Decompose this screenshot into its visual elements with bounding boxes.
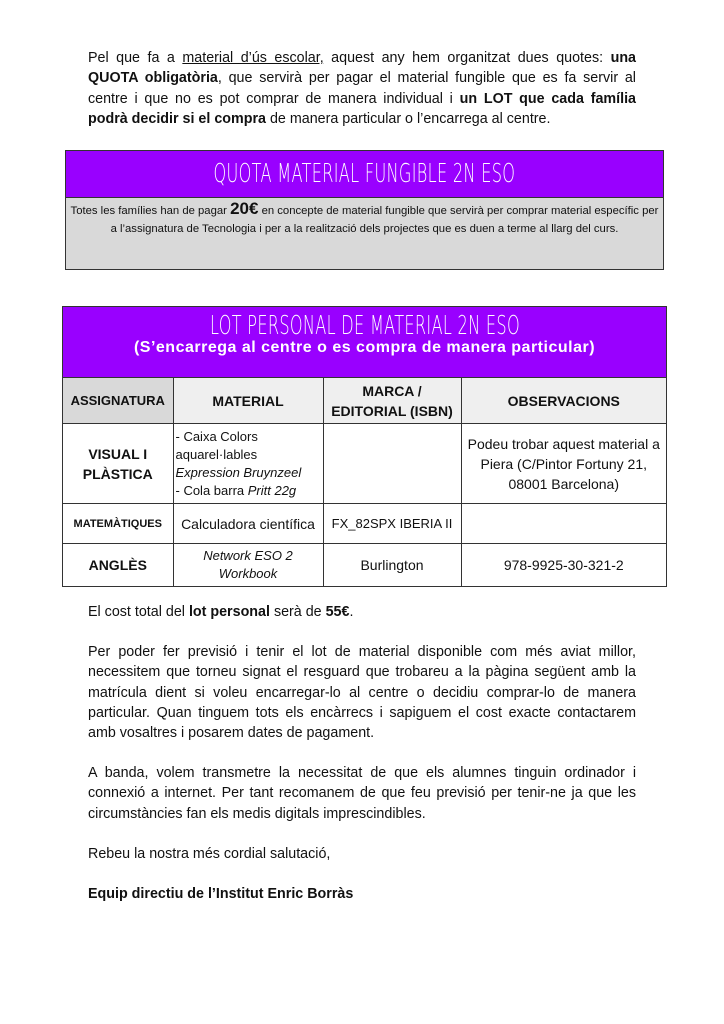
- column-header: OBSERVACIONS: [461, 378, 666, 424]
- cost-paragraph: [88, 602, 636, 622]
- greeting: Rebeu la nostra més cordial salutació,: [88, 846, 331, 862]
- subject-cell: VISUAL I PLÀSTICA: [63, 424, 173, 504]
- table-header-row: [63, 378, 666, 424]
- observations-cell: 978-9925-30-321-2: [461, 544, 666, 586]
- brand-cell: FX_82SPX IBERIA II: [323, 504, 461, 544]
- column-header: MATERIAL: [173, 378, 323, 424]
- subject-cell: ANGLÈS: [63, 544, 173, 586]
- column-header: ASSIGNATURA: [63, 378, 173, 424]
- quota-body: [66, 198, 663, 269]
- text: aquest any hem organitzat dues quotes:: [323, 50, 611, 66]
- text: Pritt 22g: [247, 482, 297, 498]
- text: en concepte de material fungible que servirà per comprar material específic per a l’assignatura de Tecnologia i per a la realització dels projectes que es duen a terme al llarg del curs.: [110, 205, 659, 235]
- previsio-paragraph: Per poder fer previsió i tenir el lot de material disponible com més aviat millor, necessitem que torneu signat el resguard que trobareu a la pàgina següent amb la matrícula dient si voleu encarregar-lo al centre o decidiu comprar-lo de manera particular. Quan tinguem tots els encàrrecs i sapiguem el cost exacte contactarem amb vosaltres i posarem dates de pagament.: [88, 644, 636, 742]
- text: , que servirà per pagar el material fungible que es fa servir al centre i que no es pot comprar de manera individual i: [88, 70, 636, 107]
- subject-cell: MATEMÀTIQUES: [63, 504, 173, 544]
- text: .: [349, 604, 354, 620]
- observations-cell: Podeu trobar aquest material a Piera (C/Pintor Fortuny 21, 08001 Barcelona): [461, 424, 666, 504]
- banda-paragraph: A banda, volem transmetre la necessitat de que els alumnes tinguin ordinador i connexió a internet. Per tant recomanem de que feu previsió per tenir-ne ja que les circumstàncies fan els medis digitals imprescindibles.: [88, 765, 636, 822]
- lot-subtitle: (S’encarrega al centre o es compra de manera particular): [133, 339, 596, 356]
- material-cell: Calculadora científica: [173, 504, 323, 544]
- table-row: [63, 504, 666, 544]
- material-cell: [173, 424, 323, 504]
- text: Totes les famílies han de pagar: [70, 205, 231, 217]
- text: Expression Bruynzeel: [175, 464, 302, 480]
- bold-text: lot personal: [188, 604, 270, 620]
- quota-title: QUOTA MATERIAL FUNGIBLE 2N ESO: [213, 159, 516, 189]
- total-cost: 55€: [325, 604, 350, 620]
- quota-amount: 20€: [230, 199, 259, 218]
- brand-cell: [323, 424, 461, 504]
- material-cell: Network ESO 2 Workbook: [173, 544, 323, 586]
- text: El cost total del: [88, 604, 189, 620]
- brand-cell: Burlington: [323, 544, 461, 586]
- text: de manera particular o l’encarrega al centre.: [265, 110, 551, 127]
- text: Pel que fa a: [88, 50, 183, 66]
- material-link[interactable]: material d’ús escolar,: [182, 50, 324, 66]
- quota-box: [65, 150, 664, 270]
- signature: Equip directiu de l’Institut Enric Borràs: [88, 886, 354, 902]
- text: - Cola barra: [175, 482, 248, 498]
- text: serà de: [269, 604, 326, 620]
- table-row: [63, 544, 666, 586]
- lot-title: LOT PERSONAL DE MATERIAL 2N ESO: [209, 311, 520, 341]
- column-header: MARCA / EDITORIAL (ISBN): [323, 378, 461, 424]
- lot-table-box: [62, 306, 667, 587]
- quota-header: [66, 151, 663, 198]
- lot-header: [63, 307, 666, 378]
- observations-cell: [461, 504, 666, 544]
- bold-text: un LOT que cada família podrà decidir si el compra: [88, 90, 636, 127]
- text: - Caixa Colors aquarel·lables: [175, 428, 258, 462]
- intro-paragraph: [88, 48, 636, 129]
- lot-table: [63, 378, 666, 586]
- bold-text: una QUOTA obligatòria: [88, 50, 637, 87]
- table-row: [63, 424, 666, 504]
